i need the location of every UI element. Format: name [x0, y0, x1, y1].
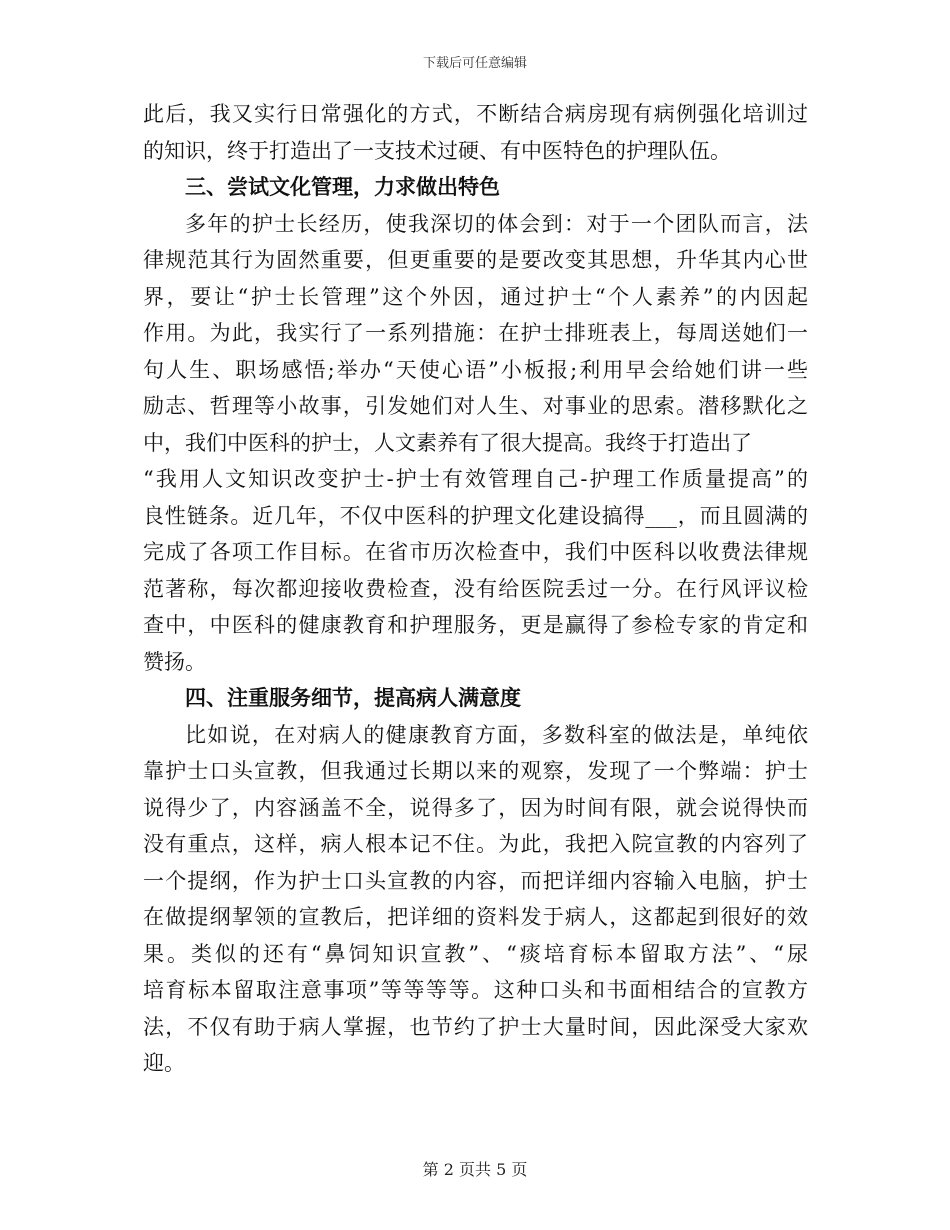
- page-footer: 第 2 页共 5 页: [422, 1160, 528, 1179]
- text-line: 没有重点，这样，病人根本记不住。为此，我把入院宣教的内容列了: [143, 832, 808, 856]
- text-line: 迎。: [143, 1051, 185, 1075]
- text-line: 靠护士口头宣教，但我通过长期以来的观察，发现了一个弊端：护士: [143, 759, 808, 783]
- text-line: “我用人文知识改变护士-护士有效管理自己-护理工作质量提高”的: [143, 467, 808, 491]
- text-line: 查中，中医科的健康教育和护理服务，更是赢得了参检专家的肯定和: [143, 613, 808, 637]
- text-line: 比如说，在对病人的健康教育方面，多数科室的做法是，单纯依: [185, 722, 808, 747]
- text-line: 说得少了，内容涵盖不全，说得多了，因为时间有限，就会说得快而: [143, 795, 808, 820]
- section-heading: 四、注重服务细节，提高病人满意度: [185, 685, 521, 710]
- text-line: 完成了各项工作目标。在省市历次检查中，我们中医科以收费法律规: [143, 540, 808, 564]
- text-line: 赞扬。: [143, 649, 206, 674]
- text-line: 的知识，终于打造出了一支技术过硬、有中医特色的护理队伍。: [143, 138, 731, 163]
- text-line: 界，要让“护士长管理”这个外因，通过护士“个人素养”的内因起: [143, 284, 808, 309]
- text-line: 在做提纲挈领的宣教后，把详细的资料发于病人，这都起到很好的效: [143, 905, 808, 929]
- text-line: 中，我们中医科的护士，人文素养有了很大提高。我终于打造出了: [143, 430, 752, 455]
- text-line: 范著称，每次都迎接收费检查，没有给医院丢过一分。在行风评议检: [143, 576, 808, 601]
- page-header: 下载后可任意编辑: [422, 56, 527, 71]
- text-line: 一个提纲，作为护士口头宣教的内容，而把详细内容输入电脑，护士: [143, 868, 808, 893]
- section-heading: 三、尝试文化管理，力求做出特色: [185, 174, 500, 199]
- text-line: 励志、哲理等小故事，引发她们对人生、对事业的思索。潜移默化之: [143, 394, 808, 418]
- text-line: 律规范其行为固然重要，但更重要的是要改变其思想，升华其内心世: [143, 248, 808, 272]
- text-line: 良性链条。近几年，不仅中医科的护理文化建设搞得___，而且圆满的: [143, 503, 808, 528]
- document-body: [143, 96, 808, 1082]
- text-line: 句人生、职场感悟;举办“天使心语”小板报;利用早会给她们讲一些: [143, 357, 808, 382]
- text-line: 此后，我又实行日常强化的方式，不断结合病房现有病例强化培训过: [143, 102, 808, 126]
- text-line: 培育标本留取注意事项”等等等等。这种口头和书面相结合的宣教方: [143, 978, 808, 1002]
- text-line: 多年的护士长经历，使我深切的体会到：对于一个团队而言，法: [185, 211, 808, 236]
- text-line: 法，不仅有助于病人掌握，也节约了护士大量时间，因此深受大家欢: [143, 1014, 808, 1039]
- text-line: 作用。为此，我实行了一系列措施：在护士排班表上，每周送她们一: [143, 321, 808, 345]
- text-line: 果。类似的还有“鼻饲知识宣教”、“痰培育标本留取方法”、“尿: [143, 941, 808, 966]
